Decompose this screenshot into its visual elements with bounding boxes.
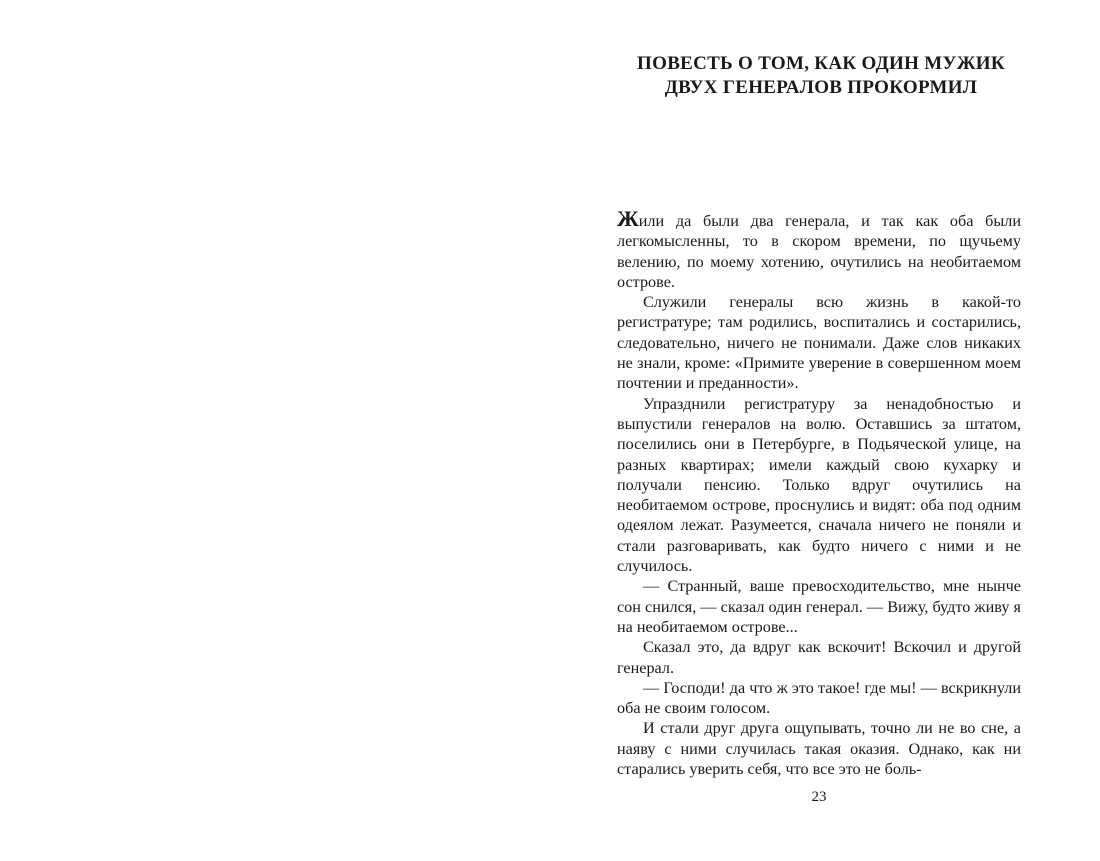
paragraph-5: Сказал это, да вдруг как вскочит! Вскочил и другой генерал. xyxy=(617,638,1021,677)
paragraph-3: Упразднили регистратуру за ненадобностью и выпустили генералов на волю. Оставшись за штатом, поселились они в Петербурге, в Подьяческой улице, на разных квартирах; имели каждый свою кухарку и получали пенсию. Только вдруг очутились на необитаемом острове, проснулись и видят: оба под одним одеялом лежат. Разумеется, сначала ничего не поняли и стали разговаривать, как будто ничего с ними и не случилось. xyxy=(617,394,1021,576)
paragraph-2: Служили генералы всю жизнь в какой-то регистратуре; там родились, воспитались и состарились, следовательно, ничего не понимали. Даже слов никаких не знали, кроме: «Примите уверение в совершенном моем почтении и преданности». xyxy=(617,293,1021,393)
chapter-title-line-2: ДВУХ ГЕНЕРАЛОВ ПРОКОРМИЛ xyxy=(664,77,978,98)
body-text xyxy=(617,206,1021,779)
paragraph-1 xyxy=(617,206,1021,292)
page-number: 23 xyxy=(811,789,827,805)
chapter-title-line-1: ПОВЕСТЬ О ТОМ, КАК ОДИН МУЖИК xyxy=(637,53,1005,74)
paragraph-7: И стали друг друга ощупывать, точно ли не во сне, а наяву с ними случилась такая оказия. Однако, как ни старались уверить себя, что все это не боль- xyxy=(617,719,1021,779)
paragraph-1-text: или да были два генерала, и так как оба были легкомысленны, то в скором времени, по щучьему велению, по моему хотению, очутились на необитаемом острове. xyxy=(617,212,1021,291)
chapter-title xyxy=(616,52,1026,100)
right-page xyxy=(550,0,1100,861)
initial-letter: Ж xyxy=(617,206,639,231)
paragraph-4-dialogue: — Странный, ваше превосходительство, мне нынче сон снился, — сказал один генерал. — Вижу, будто живу я на необитаемом острове... xyxy=(617,577,1021,636)
paragraph-6-dialogue: — Господи! да что ж это такое! где мы! — вскрикнули оба не своим голосом. xyxy=(617,678,1021,718)
